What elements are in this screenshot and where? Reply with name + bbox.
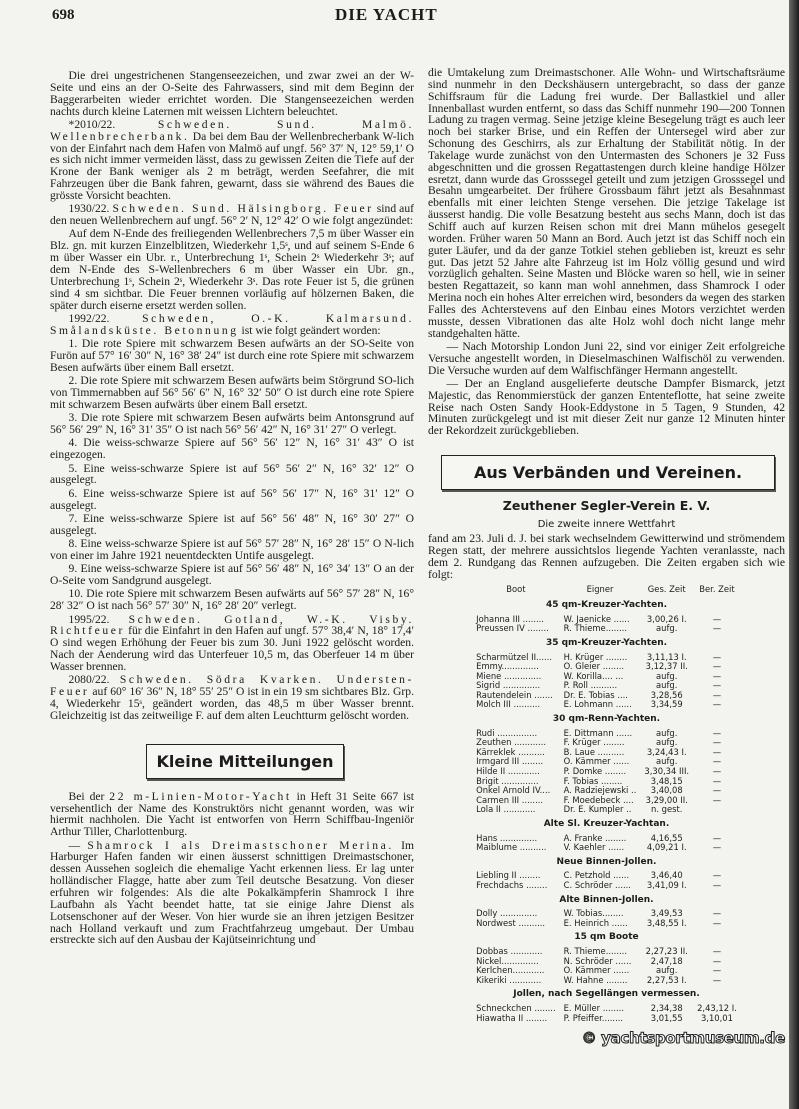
column-header-eigner: Eigner xyxy=(586,583,614,594)
boat-name: Dolly .............. xyxy=(476,908,538,919)
paragraph-lead: Schweden. Södra Kvarken. Understen-Feuer xyxy=(50,673,414,699)
owner: R. Thieme........ xyxy=(563,623,627,634)
paragraph-text: — Nach Motorship London Juni 22, sind vor einiger Zeit erfolgreiche Versuche angestellt worden, in Dieselmaschinen Walfischöl zu verwenden. Die Versuche wurden auf dem Walfischfänger Hermann angestellt. xyxy=(428,339,785,377)
owner: O. Kämmer ...... xyxy=(563,756,630,767)
paragraph-lead: Schweden. Gotland, W.-K. Visby. Richtfeuer xyxy=(50,612,414,638)
boat-name: Zeuthen ............ xyxy=(476,737,547,748)
paragraph-text: 9. Eine weiss-schwarze Spiere ist auf 56° 56′ 48″ N, 16° 34′ 13″ O an der O-Seite vom Sandgrund ausgelegt. xyxy=(50,562,414,588)
paragraph-lead: Schweden, O.-K. Kalmarsund. Smålandsküste. Betonnung xyxy=(50,311,414,337)
corrected-time xyxy=(693,805,741,815)
paragraph xyxy=(50,463,414,487)
section-heading: 15 qm Boote xyxy=(574,932,639,943)
boat-name: Schneckchen ........ xyxy=(476,1002,556,1013)
boat-name: Nordwest .......... xyxy=(476,917,546,928)
boat-name: Emmy.............. xyxy=(476,661,539,672)
owner: F. Tobias ........ xyxy=(563,775,623,786)
section-row xyxy=(472,710,741,729)
corrected-time: — xyxy=(712,699,722,710)
total-time: 4,09,21 I. xyxy=(646,842,687,853)
total-time: 3,24,43 I. xyxy=(646,746,687,757)
total-time: n. gest. xyxy=(651,804,683,815)
owner: E. Müller ........ xyxy=(563,1002,624,1013)
paragraph xyxy=(428,378,785,437)
owner: O. Gleier ........ xyxy=(563,661,625,672)
total-time: aufg. xyxy=(656,727,678,738)
total-time: 3,48,15 xyxy=(650,775,683,786)
total-time: 3,34,59 xyxy=(650,699,683,710)
boat-name: Liebling II ........ xyxy=(476,870,541,881)
total-time: 2,27,23 II. xyxy=(645,945,688,956)
section-heading: Jollen, nach Segellängen vermessen. xyxy=(513,989,700,1000)
total-time: 2,27,53 I. xyxy=(646,974,687,985)
page-edge-shadow xyxy=(789,0,799,1109)
paragraph-text: — Der an England ausgelieferte deutsche Dampfer Bismarck, jetzt Majestic, das Renommierstück der ganzen Ententeflotte, hat seine zweite Reise nach Osten Sandy Hook-Eddystone in 5 Tagen, 9 Stunden, 42 Minuten zurückgelegt und ist mit dieser Zeit nur ganze 12 Minuten hinter der Rekordzeit zurückgeblieben. xyxy=(428,376,785,438)
corrected-time: — xyxy=(712,613,722,624)
paragraph xyxy=(50,203,414,227)
corrected-time: — xyxy=(712,974,722,985)
paragraph-number: 1992/22. xyxy=(68,311,143,325)
paragraph xyxy=(50,674,414,721)
corrected-time: — xyxy=(712,746,722,757)
paragraph xyxy=(50,538,414,562)
corrected-time: — xyxy=(712,661,722,672)
boat-name: Lola II ............ xyxy=(476,804,536,815)
paragraph-text: ist wie folgt geändert worden: xyxy=(238,323,381,337)
paragraph-lead: Schweden. Sund. Malmö. Wellenbrecherbank. xyxy=(50,117,414,143)
corrected-time: — xyxy=(712,965,722,976)
paragraph-text: sind auf den neuen Wellenbrechern auf ungf. 56° 2′ N, 12° 42′ O wie folgt angezündet: xyxy=(50,202,414,228)
boat-name: Johanna III ........ xyxy=(476,613,544,624)
paragraph xyxy=(50,588,414,612)
corrected-time: — xyxy=(712,651,722,662)
kleine-mitteilungen-heading: Kleine Mitteilungen xyxy=(146,744,344,779)
paragraph xyxy=(50,313,414,337)
owner: E. Heinrich ...... xyxy=(563,917,628,928)
paragraph xyxy=(50,70,414,117)
paragraph xyxy=(50,840,414,947)
paragraph-text: 2. Die rote Spiere mit schwarzem Besen aufwärts beim Störgrund SO-lich von Timmernabben auf 56° 56′ 6″ N, 16° 32′ 50″ O ist durch eine rote Spiere mit schwarzem Besen aufwärts über einem Ball ersetzt. xyxy=(50,374,414,411)
total-time: 2,47,18 xyxy=(650,955,683,966)
owner: Dr. E. Kumpler .. xyxy=(563,804,632,815)
paragraph-text: 6. Eine weiss-schwarze Spiere ist auf 56° 56′ 17″ N, 16° 31′ 12″ O ausgelegt. xyxy=(50,486,414,512)
boat-name: Rautendelein ....... xyxy=(476,689,553,700)
boat-name: Kärreklek .......... xyxy=(476,746,545,757)
owner: F. Moedebeck .... xyxy=(563,794,634,805)
paragraph-text: Die drei ungestrichenen Stangenseezeichen, und zwar zwei an der W-Seite und eins an der O-Seite des Fahrwassers, sind mit dem Beginn der Baggerarbeiten wieder errichtet worden. Die Stangenseezeichen werden nachts durch kleine Laternen mit weissen Lichtern beleuchtet. xyxy=(50,69,414,118)
total-time: 3,48,55 I. xyxy=(646,917,687,928)
paragraph xyxy=(50,228,414,311)
corrected-time: 3,10,01 xyxy=(700,1012,733,1023)
race-intro-text: fand am 23. Juli d. J. bei stark wechselndem Gewitterwind und strömendem Regen statt, der mehrere aussichtslos liegende Yachten veranlasste, nach dem 2. Rundgang das Rennen aufzugeben. Die Zeiten ergaben sich wie folgt: xyxy=(428,532,785,581)
total-time: 3,00,26 I. xyxy=(646,613,687,624)
total-time: 4,16,55 xyxy=(650,832,683,843)
total-time: 2,34,38 xyxy=(650,1002,683,1013)
right-column-wrapper xyxy=(428,67,785,1047)
corrected-time: — xyxy=(712,870,722,881)
owner: P. Domke ........ xyxy=(563,766,627,777)
boat-name: Preussen IV ........ xyxy=(476,623,549,634)
paragraph-text: die Umtakelung zum Dreimastschoner. Alle Wohn- und Wirtschaftsräume sind nunmehr in den Deckshäusern untergebracht, so dass der ganze Schiffsraum für die Ladung frei wurde. Der Ballastkiel und aller Innenballast wurden entfernt, so dass das Schiff nunmehr 190—200 Tonnen Ladung zu tragen vermag. Seine jetzige kleine Besegelung trägt es auch leer noch bei starker Brise, und ein Reffen der Untersegel wird aber zur Schonung des Geschirrs, als zur Erhaltung der Stabilität nötig. In der Takelage wurde zunächst von den Untermasten des Schoners je 32 Fuss abgeschnitten und die grossen Regattastengen durch kleine handige Hölzer esretzt, dann wurde das Grosssegel geteilt und zum jetzigen Grosssegel und Besahn umgearbeitet. Der frühere Grossbaum fährt jetzt als Besahnmast ebenfalls mit einer leichten Stenge versehen. Die jetzige Takelage ist äusserst handig. Die volle Besatzung besteht aus sechs Mann, doch ist das Schiff auch auf kurzen Reisen schon mit drei Mann mühelos gesegelt worden. Früher waren 50 Mann an Bord. Auch jetzt ist das Schiff noch ein guter Läufer, und da der ganze Totkiel stehen geblieben ist, kreuzt es sehr gut. Das jetzt 52 Jahre alte Fahrzeug ist im Holz völlig gesund und wird vorzüglich gehalten. Seine Masten und Blöcke waren so hell, wie in seiner besten Regattazeit, so kann man wohl annehmen, dass Shamrock I oder Merina noch ein hohes Alter erreichen wird, besonders da wegen des starken Falles des Achterstevens auf den Einbau eines Motors verzichtet werden musste, dessen Vibrationen das alte Holz wohl doch nicht lange mehr standgehalten hätte. xyxy=(428,66,785,340)
left-column-wrapper xyxy=(50,70,414,948)
section-heading: 35 qm-Kreuzer-Yachten. xyxy=(545,637,668,648)
paragraph-number: *2010/22. xyxy=(68,117,158,131)
paragraph xyxy=(428,341,785,377)
paragraph xyxy=(50,614,414,673)
paragraph-text: auf 60° 16′ 36″ N, 18° 55′ 25″ O ist in ein 19 sm sichtbares Blz. Grp. 4, Wiederkehr 15ˢ, geändert worden, das 48,5 m über Wasser brennt. Gleichzeitig ist das zeitweilige F. auf dem alten Leuchtturm gelöscht worden. xyxy=(50,685,414,722)
column-header-boot: Boot xyxy=(506,583,526,594)
section-row xyxy=(472,853,741,872)
owner: A. Radziejewski .. xyxy=(563,785,637,796)
corrected-time: — xyxy=(712,832,722,843)
total-time: 3,46,40 xyxy=(650,870,683,881)
owner: E. Lohmann ...... xyxy=(563,699,632,710)
total-time: aufg. xyxy=(656,680,678,691)
boat-name: Onkel Arnold IV.... xyxy=(476,785,551,796)
owner: B. Laue .......... xyxy=(563,746,625,757)
race-intro xyxy=(428,533,785,580)
paragraph-text: Auf dem N-Ende des freiliegenden Wellenbrechers 7,5 m über Wasser ein Blz. gn. mit kurzen Einzelblitzen, Wiederkehr 1,5ˢ, und auf seinem S-Ende 6 m über Wasser ein Ubr. r., Unterbrechung 1ˢ, Schein 2ˢ Wiederkehr 3ˢ; auf dem N-Ende des S-Wellenbrechers 6 m über Wasser ein Ubr. gn., Unterbrechung 1ˢ, Schein 2ˢ, Wiederkehr 3ˢ. Das rote Feuer ist 5, die grünen sind 4 sm sichtbar. Die Feuer brennen vorläufig auf hölzernen Baken, die später durch eiserne ersetzt werden sollen. xyxy=(50,227,414,312)
right-column xyxy=(428,67,785,437)
section-row xyxy=(472,928,741,947)
total-time: aufg. xyxy=(656,737,678,748)
paragraph-text: für die Einfahrt in den Hafen auf ungf. 57° 38,4′ N, 18° 17,4′ O sind wegen Erhöhung der Feuer bis zum 30. Juni 1922 gelöscht worden. Nach der Aenderung wird das Unterfeuer 10,5 m, das Oberfeuer 14 m über Wasser brennen. xyxy=(50,624,414,673)
race-title: Die zweite innere Wettfahrt xyxy=(537,519,676,531)
paragraph xyxy=(50,412,414,436)
verbaende-heading: Aus Verbänden und Vereinen. xyxy=(441,455,775,490)
owner: E. Dittmann ...... xyxy=(563,727,633,738)
boat-name: Scharmützel II...... xyxy=(476,651,553,662)
corrected-time: — xyxy=(712,756,722,767)
table-row xyxy=(472,976,741,986)
corrected-time: — xyxy=(712,766,722,777)
paragraph xyxy=(50,119,414,202)
corrected-time: — xyxy=(712,680,722,691)
paragraph xyxy=(50,563,414,587)
section-row xyxy=(472,985,741,1004)
total-time: 3,29,00 II. xyxy=(645,794,688,805)
corrected-time: — xyxy=(712,842,722,853)
total-time: 3,01,55 xyxy=(650,1012,683,1023)
section-heading: 30 qm-Renn-Yachten. xyxy=(552,714,661,725)
club-title: Zeuthener Segler-Verein E. V. xyxy=(502,498,711,514)
corrected-time: — xyxy=(712,955,722,966)
owner: W. Korilla.... ... xyxy=(563,670,624,681)
paragraph-number: Bei der xyxy=(68,789,110,803)
corrected-time: — xyxy=(712,785,722,796)
section-heading: Alte Sl. Kreuzer-Yachtan. xyxy=(543,819,670,829)
section-heading: Alte Binnen-Jollen. xyxy=(559,894,654,905)
paragraph xyxy=(50,437,414,461)
paragraph-text: 3. Die rote Spiere mit schwarzem Besen aufwärts beim Antonsgrund auf 56° 56′ 29″ N, 16° 31′ 35″ O ist nach 56° 56′ 42″ N, 16° 31′ 27″ O verlegt. xyxy=(50,411,414,436)
paragraph-text: 8. Eine weiss-schwarze Spiere ist auf 56° 57′ 28″ N, 16° 28′ 15″ O N-lich von einer im Jahre 1921 neuentdeckten Untife ausgelegt. xyxy=(50,537,414,562)
total-time: aufg. xyxy=(656,623,678,634)
paragraph-number: 1930/22. xyxy=(68,202,113,216)
boat-name: Brigit .............. xyxy=(476,775,539,786)
section-row xyxy=(472,596,741,615)
owner: F. Krüger ........ xyxy=(563,737,625,748)
corrected-time: — xyxy=(712,775,722,786)
owner: W. Tobias........ xyxy=(563,908,624,919)
column-header-ges-zeit: Ges. Zeit xyxy=(647,583,686,594)
paragraph-lead: Schweden. Sund. Hälsingborg. Feuer xyxy=(112,202,374,216)
boat-name: Carmen III ........ xyxy=(476,794,544,805)
corrected-time: — xyxy=(712,670,722,681)
table-row xyxy=(472,843,741,853)
total-time: 3,40,08 xyxy=(650,785,683,796)
total-time: 3,11,13 I. xyxy=(646,651,687,662)
section-row xyxy=(472,815,741,834)
column-header-ber-zeit: Ber. Zeit xyxy=(699,583,735,594)
paragraph xyxy=(428,67,785,339)
boat-name: Nickel.............. xyxy=(476,955,539,966)
corrected-time: — xyxy=(712,737,722,748)
owner: P. Roll .......... xyxy=(563,680,618,691)
boat-name: Irmgard III ........ xyxy=(476,756,544,767)
section-heading: 45 qm-Kreuzer-Yachten. xyxy=(545,600,668,611)
corrected-time: — xyxy=(712,908,722,919)
paragraph-text: 1. Die rote Spiere mit schwarzem Besen aufwärts an der SO-Seite von Furön auf 57° 16′ 30″ N, 16° 38′ 24″ ist durch eine rote Spiere mit schwarzem Besen aufwärts über einem Ball ersetzt. xyxy=(50,337,414,374)
owner: Dr. E. Tobias .... xyxy=(563,689,628,700)
boat-name: Miene .............. xyxy=(476,670,542,681)
corrected-time: — xyxy=(712,945,722,956)
paragraph-text: 10. Die rote Spiere mit schwarzem Besen aufwärts auf 56° 57′ 28″ N, 16° 28′ 32″ O ist nach 56° 57′ 30″ N, 16° 28′ 20″ verlegt. xyxy=(50,587,414,613)
corrected-time: — xyxy=(712,727,722,738)
owner: V. Kaehler ...... xyxy=(563,842,625,853)
total-time: aufg. xyxy=(656,965,678,976)
corrected-time: — xyxy=(712,689,722,700)
boat-name: Maiblume .......... xyxy=(476,842,547,853)
table-row xyxy=(472,881,741,891)
paragraph-text: in Heft 31 Seite 667 ist versehentlich der Name des Konstruktörs nicht genannt worden, was wir hiermit nachholen. Die Yacht ist entworfen von Herrn Schiffbau-Ingeniör Arthur Tiller, Charlottenburg. xyxy=(50,789,414,839)
left-column xyxy=(50,70,414,722)
section-row xyxy=(472,634,741,653)
watermark: © yachtsportmuseum.de xyxy=(581,1029,785,1048)
owner: C. Schröder ...... xyxy=(563,879,631,890)
table-row xyxy=(472,700,741,710)
paragraph-lead: Shamrock I als Dreimastschoner Merina. xyxy=(87,838,394,852)
owner: A. Franke ........ xyxy=(563,832,627,843)
boat-name: Dobbas ............ xyxy=(476,945,543,956)
total-time: 3,41,09 I. xyxy=(646,879,687,890)
paragraph xyxy=(50,488,414,512)
boat-name: Rudi ............... xyxy=(476,727,538,738)
corrected-time: 2,43,12 I. xyxy=(697,1002,737,1013)
boat-name: Kerlchen............ xyxy=(476,965,545,976)
total-time: 3,28,56 xyxy=(650,689,683,700)
paragraph-number: 2080/22. xyxy=(68,673,120,687)
section-row xyxy=(472,891,741,910)
boat-name: Hilde II ............ xyxy=(476,766,540,777)
corrected-time: — xyxy=(712,879,722,890)
owner: P. Pfeiffer........ xyxy=(563,1012,624,1023)
paragraph-text: 5. Eine weiss-schwarze Spiere ist auf 56° 56′ 2″ N, 16° 32′ 12″ O ausgelegt. xyxy=(50,461,414,487)
corrected-time: — xyxy=(712,917,722,928)
section-heading: Neue Binnen-Jollen. xyxy=(556,856,657,867)
paragraph-text: Da bei dem Bau der Wellenbrecherbank W-lich von der Einfahrt nach dem Hafen von Malmö auf ungf. 56° 37′ N, 12° 59,1′ O es sich nicht immer vermeiden lässt, dass zu gewissen Zeiten die Tiefe auf der Krone der Bank weniger als 2 m beträgt, werden Seefahrer, die mit Fahrzeugen über die Bank fahren, gewarnt, dass sie während des Baues die grösste Vorsicht beachten. xyxy=(50,129,414,202)
total-time: aufg. xyxy=(656,670,678,681)
owner: O. Kämmer ...... xyxy=(563,965,630,976)
boat-name: Sigrid .............. xyxy=(476,680,541,691)
paragraph-number: — xyxy=(68,838,88,852)
total-time: aufg. xyxy=(656,756,678,767)
results-table xyxy=(472,585,741,1024)
page-number: 698 xyxy=(52,7,75,23)
table-row xyxy=(472,1014,741,1024)
boat-name: Hans .............. xyxy=(476,832,538,843)
owner: W. Hahne ........ xyxy=(563,974,628,985)
paragraph xyxy=(50,338,414,374)
paragraph xyxy=(50,791,414,838)
corrected-time: — xyxy=(712,794,722,805)
boat-name: Frechdachs ........ xyxy=(476,879,548,890)
owner: R. Thieme........ xyxy=(563,945,627,956)
paragraph xyxy=(50,513,414,537)
owner: W. Jaenicke ...... xyxy=(563,613,630,624)
total-time: 3,30,34 III. xyxy=(644,766,690,777)
running-title: DIE YACHT xyxy=(335,5,438,24)
boat-name: Hiawatha II ........ xyxy=(476,1012,548,1023)
total-time: 3,12,37 II. xyxy=(645,661,688,672)
paragraph xyxy=(50,375,414,411)
owner: C. Petzhold ...... xyxy=(563,870,630,881)
table-row xyxy=(472,624,741,634)
boat-name: Kikeriki ............ xyxy=(476,974,542,985)
paragraph-lead: 22 m-Linien-Motor-Yacht xyxy=(109,789,292,803)
total-time: 3,49,53 xyxy=(650,908,683,919)
paragraph-text: Im Harburger Hafen fanden wir einen äusserst schnittigen Dreimastschoner, dessen Aussehen sogleich die ehemalige Yacht erkennen liess. Er lag unter holländischer Flagge, hatte aber zum Teil deutsche Besatzung. Von dieser erfuhren wir folgendes: Als die alte Pokalkämpferin Shamrock I ihre Laufbahn als Yacht beendet hatte, tat sie einige Jahre Dienst als Lotsenschoner auf der Weser. Von hier wurde sie an ihren jetzigen Besitzer nach Holland verkauft und zum Frachtfahrzeug umgebaut. Der Umbau erstreckte sich auf den Ausbau der Kajütseinrichtung und xyxy=(50,838,414,947)
corrected-time: — xyxy=(712,623,722,634)
paragraph-number: 1995/22. xyxy=(68,612,129,626)
boat-name: Molch III .......... xyxy=(476,699,541,710)
paragraph-text: 4. Die weiss-schwarze Spiere auf 56° 56′ 12″ N, 16° 31′ 43″ O ist eingezogen. xyxy=(50,436,414,462)
kleine-mitteilungen-body xyxy=(50,791,414,946)
paragraph-text: 7. Eine weiss-schwarze Spiere ist auf 56° 56′ 48″ N, 16° 30′ 27″ O ausgelegt. xyxy=(50,511,414,537)
table-row xyxy=(472,805,741,815)
table-row xyxy=(472,919,741,929)
owner: N. Schröder ...... xyxy=(563,955,632,966)
owner: H. Krüger ........ xyxy=(563,651,628,662)
